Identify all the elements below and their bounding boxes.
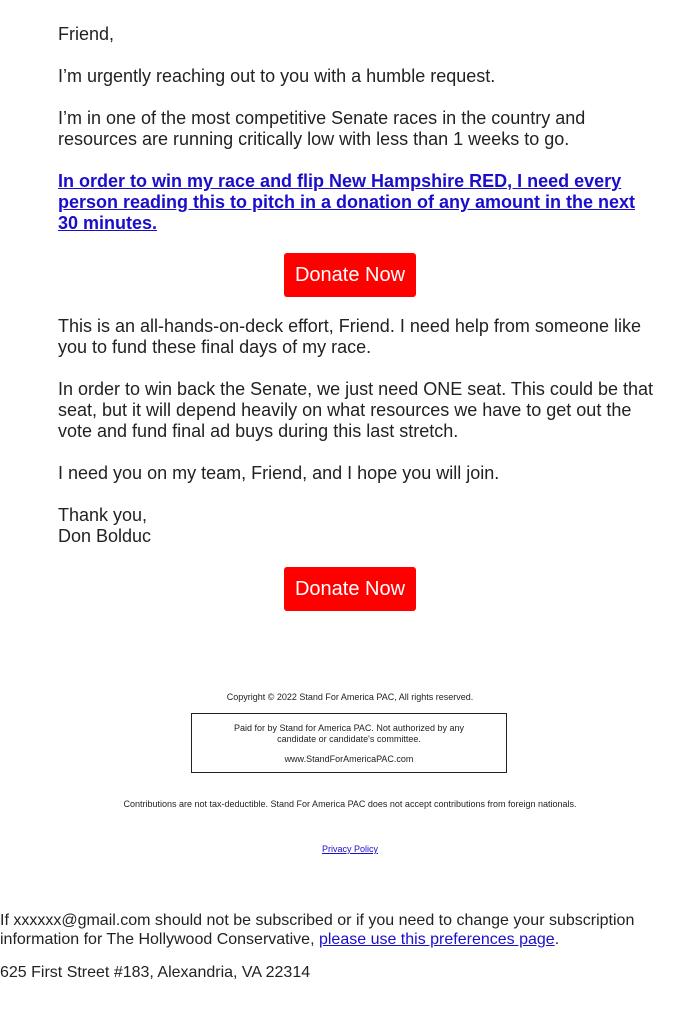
unsubscribe-notice [0, 911, 690, 949]
paragraph-senate-seat: In order to win back the Senate, we just need ONE seat. This could be that seat, but it will depend heavily on what resources we have to get out the vote and fund final ad buys during this last stretch. [58, 379, 654, 441]
signoff: Thank you, [58, 505, 148, 525]
unsubscribe-text: If xxxxxx@gmail.com should not be subscribed or if you need to change your subscription information for The Hollywood Conservative, [0, 912, 635, 948]
privacy-policy-link[interactable]: Privacy Policy [321, 844, 378, 854]
paragraph-request: I’m urgently reaching out to you with a humble request. [58, 66, 496, 86]
paid-for-text: Paid for by Stand for America PAC. Not authorized by any candidate or candidate's committee. [234, 723, 464, 744]
email-body [58, 0, 658, 611]
donate-now-button-top[interactable]: Donate Now [284, 253, 416, 297]
privacy-policy-wrapper [0, 844, 700, 854]
salutation: Friend, [58, 24, 115, 44]
signature: Don Bolduc [58, 526, 152, 546]
donate-button-wrapper-top [58, 253, 642, 297]
paragraph-all-hands: This is an all-hands-on-deck effort, Friend. I need help from someone like you to fund these final days of my race. [58, 316, 641, 357]
paid-for-box [191, 713, 507, 773]
donate-now-button-bottom[interactable]: Donate Now [284, 567, 416, 611]
unsubscribe-text-end: . [554, 931, 560, 948]
mailing-address: 625 First Street #183, Alexandria, VA 22314 [0, 964, 311, 981]
donate-button-wrapper-bottom [58, 567, 642, 611]
donation-headline-link[interactable]: In order to win my race and flip New Hampshire RED, I need every person reading this to pitch in a donation of any amount in the next 30 minutes. [58, 171, 636, 233]
paragraph-join-team: I need you on my team, Friend, and I hope you will join. [58, 463, 500, 483]
preferences-page-link[interactable]: please use this preferences page [318, 931, 555, 948]
disclaimer: Contributions are not tax-deductible. Stand For America PAC does not accept contributions from foreign nationals. [123, 799, 577, 809]
copyright: Copyright © 2022 Stand For America PAC, All rights reserved. [226, 692, 474, 702]
paragraph-competitive-race: I’m in one of the most competitive Senate races in the country and resources are running critically low with less than 1 weeks to go. [58, 108, 586, 149]
website-text: www.StandForAmericaPAC.com [284, 754, 414, 764]
